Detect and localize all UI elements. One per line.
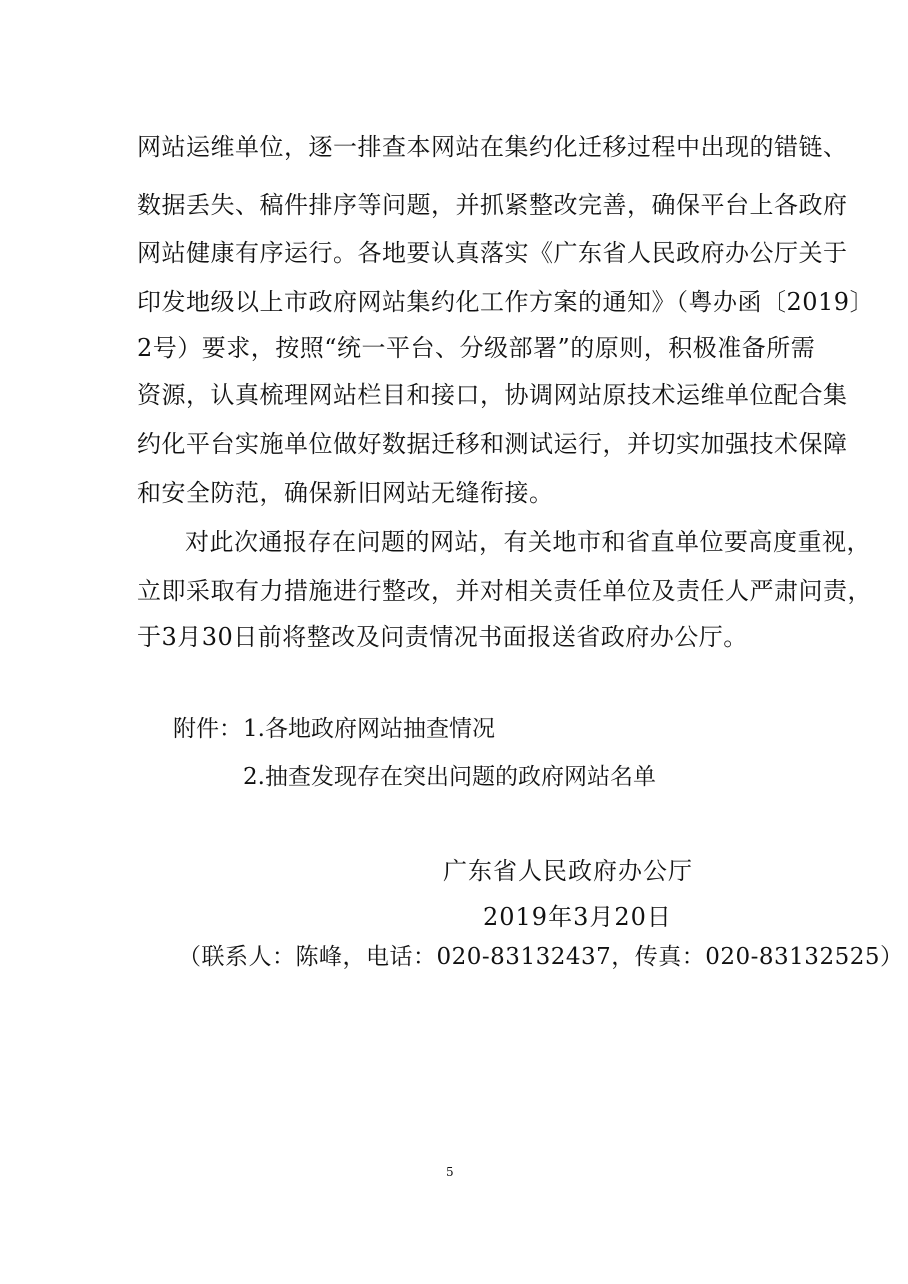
contact-info: （联系人：陈峰，电话：020-83132437，传真：020-83132525） (178, 944, 904, 970)
issuer-name: 广东省人民政府办公厅 (443, 857, 693, 885)
paragraph2-line: 立即采取有力措施进行整改，并对相关责任单位及责任人严肃问责， (137, 577, 872, 605)
paragraph2-line: 于3月30日前将整改及问责情况书面报送省政府办公厅。 (137, 623, 748, 651)
paragraph2-line: 对此次通报存在问题的网站，有关地市和省直单位要高度重视， (185, 528, 871, 556)
paragraph1-line: 约化平台实施单位做好数据迁移和测试运行，并切实加强技术保障 (137, 430, 848, 458)
paragraph1-line: 和安全防范，确保新旧网站无缝衔接。 (137, 479, 554, 507)
paragraph1-line: 网站健康有序运行。各地要认真落实《广东省人民政府办公厅关于 (137, 239, 848, 267)
paragraph1-line: 数据丢失、稿件排序等问题，并抓紧整改完善，确保平台上各政府 (137, 191, 848, 219)
paragraph1-line: 资源，认真梳理网站栏目和接口，协调网站原技术运维单位配合集 (137, 381, 848, 409)
paragraph1-line: 网站运维单位，逐一排查本网站在集约化迁移过程中出现的错链、 (137, 133, 848, 161)
issue-date: 2019年3月20日 (483, 903, 672, 931)
paragraph1-line: 2号）要求，按照“统一平台、分级部署”的原则，积极准备所需 (137, 334, 816, 362)
attachment-item: 2.抽查发现存在突出问题的政府网站名单 (243, 764, 656, 790)
attachments-label: 附件： (173, 716, 242, 742)
page-number: 5 (446, 1165, 454, 1179)
attachment-item: 1.各地政府网站抽查情况 (243, 716, 495, 742)
paragraph1-line: 印发地级以上市政府网站集约化工作方案的通知》（粤办函〔2019〕 (137, 288, 875, 316)
